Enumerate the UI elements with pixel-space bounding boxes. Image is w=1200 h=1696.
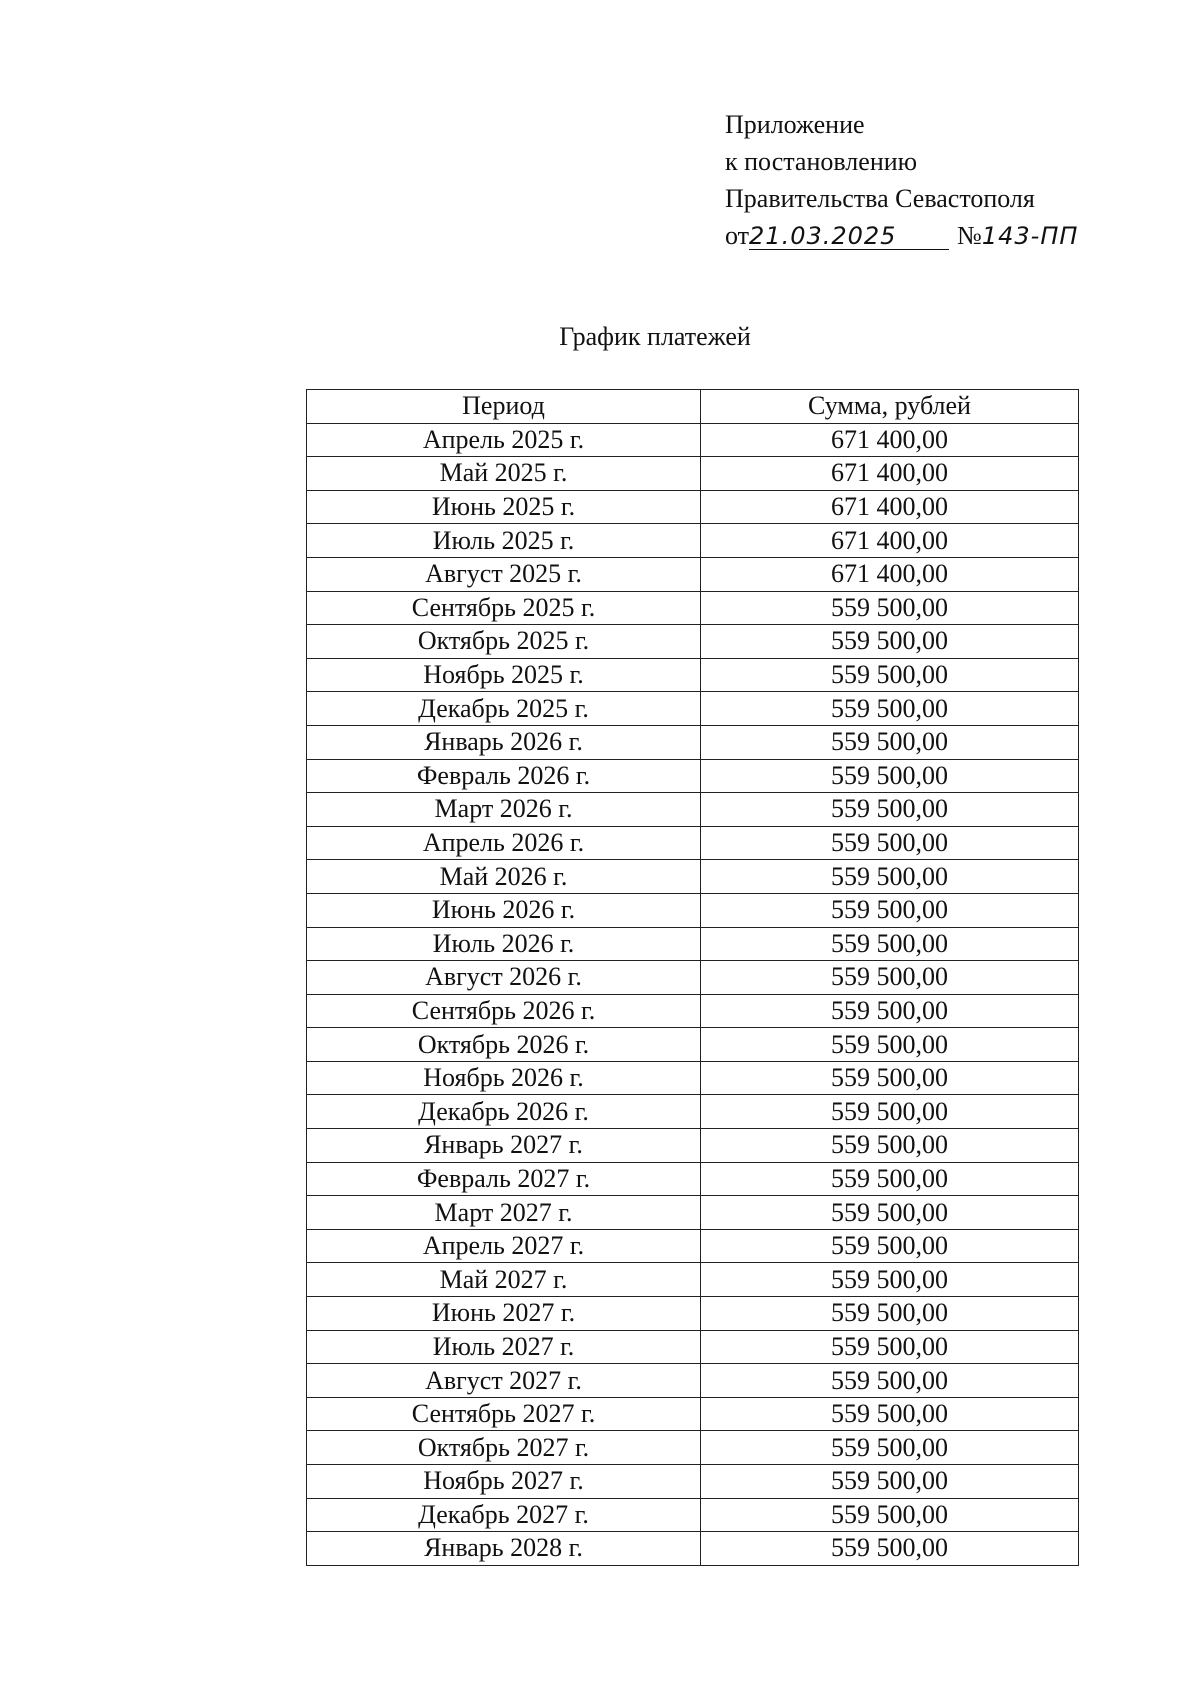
amount-cell: 559 500,00 <box>701 591 1079 625</box>
table-row <box>307 1028 1079 1062</box>
table-row <box>307 927 1079 961</box>
amount-cell: 559 500,00 <box>701 1431 1079 1465</box>
table-row <box>307 1465 1079 1499</box>
amount-cell: 559 500,00 <box>701 1061 1079 1095</box>
table-row <box>307 1162 1079 1196</box>
amount-cell: 559 500,00 <box>701 893 1079 927</box>
period-cell: Апрель 2026 г. <box>307 826 701 860</box>
period-cell: Ноябрь 2027 г. <box>307 1465 701 1499</box>
period-cell: Июнь 2027 г. <box>307 1297 701 1331</box>
table-row <box>307 457 1079 491</box>
handwritten-number: 143-ПП <box>981 222 1079 250</box>
header-period: Период <box>307 390 701 424</box>
document-title: График платежей <box>559 322 751 351</box>
period-cell: Апрель 2025 г. <box>307 423 701 457</box>
period-cell: Октябрь 2027 г. <box>307 1431 701 1465</box>
handwritten-date: 21.03.2025 <box>749 222 897 250</box>
amount-cell: 559 500,00 <box>701 1263 1079 1297</box>
period-cell: Сентябрь 2025 г. <box>307 591 701 625</box>
appendix-authority: Правительства Севастополя <box>725 184 1035 213</box>
period-cell: Декабрь 2026 г. <box>307 1095 701 1129</box>
amount-cell: 559 500,00 <box>701 1095 1079 1129</box>
amount-cell: 559 500,00 <box>701 1330 1079 1364</box>
period-cell: Январь 2028 г. <box>307 1532 701 1566</box>
period-cell: Август 2025 г. <box>307 557 701 591</box>
appendix-date-number-line <box>725 217 1078 255</box>
table-row <box>307 1129 1079 1163</box>
amount-cell: 559 500,00 <box>701 1162 1079 1196</box>
amount-cell: 559 500,00 <box>701 1129 1079 1163</box>
amount-cell: 559 500,00 <box>701 1465 1079 1499</box>
table-row <box>307 826 1079 860</box>
period-cell: Ноябрь 2025 г. <box>307 658 701 692</box>
amount-cell: 559 500,00 <box>701 793 1079 827</box>
amount-cell: 671 400,00 <box>701 423 1079 457</box>
payment-schedule-table <box>306 389 1079 1566</box>
amount-cell: 559 500,00 <box>701 1229 1079 1263</box>
table-row <box>307 1330 1079 1364</box>
table-row <box>307 591 1079 625</box>
amount-cell: 671 400,00 <box>701 524 1079 558</box>
table-row <box>307 1364 1079 1398</box>
period-cell: Ноябрь 2026 г. <box>307 1061 701 1095</box>
document-title-wrap <box>0 322 1200 352</box>
table-row <box>307 961 1079 995</box>
appendix-label: Приложение <box>725 110 865 139</box>
amount-cell: 559 500,00 <box>701 961 1079 995</box>
period-cell: Август 2026 г. <box>307 961 701 995</box>
table-row <box>307 1297 1079 1331</box>
period-cell: Октябрь 2025 г. <box>307 625 701 659</box>
appendix-header <box>725 106 1078 255</box>
period-cell: Март 2026 г. <box>307 793 701 827</box>
table-row <box>307 1498 1079 1532</box>
number-prefix: № <box>957 221 982 250</box>
amount-cell: 559 500,00 <box>701 994 1079 1028</box>
period-cell: Декабрь 2025 г. <box>307 692 701 726</box>
amount-cell: 559 500,00 <box>701 1028 1079 1062</box>
amount-cell: 559 500,00 <box>701 1196 1079 1230</box>
header-amount: Сумма, рублей <box>701 390 1079 424</box>
amount-cell: 671 400,00 <box>701 557 1079 591</box>
period-cell: Июль 2026 г. <box>307 927 701 961</box>
table-row <box>307 658 1079 692</box>
period-cell: Октябрь 2026 г. <box>307 1028 701 1062</box>
table-row <box>307 725 1079 759</box>
table-row <box>307 994 1079 1028</box>
table-row <box>307 625 1079 659</box>
amount-cell: 559 500,00 <box>701 658 1079 692</box>
table-row <box>307 1532 1079 1566</box>
period-cell: Апрель 2027 г. <box>307 1229 701 1263</box>
period-cell: Январь 2026 г. <box>307 725 701 759</box>
amount-cell: 559 500,00 <box>701 1532 1079 1566</box>
table-row <box>307 692 1079 726</box>
amount-cell: 559 500,00 <box>701 692 1079 726</box>
amount-cell: 559 500,00 <box>701 826 1079 860</box>
amount-cell: 559 500,00 <box>701 1397 1079 1431</box>
period-cell: Июнь 2025 г. <box>307 490 701 524</box>
amount-cell: 559 500,00 <box>701 625 1079 659</box>
appendix-decree-ref: к постановлению <box>725 147 918 176</box>
table-row <box>307 1431 1079 1465</box>
date-prefix: от <box>725 221 750 250</box>
period-cell: Сентябрь 2027 г. <box>307 1397 701 1431</box>
table-row <box>307 1397 1079 1431</box>
period-cell: Июль 2027 г. <box>307 1330 701 1364</box>
table-row <box>307 893 1079 927</box>
table-row <box>307 1196 1079 1230</box>
amount-cell: 559 500,00 <box>701 1297 1079 1331</box>
table-row <box>307 759 1079 793</box>
amount-cell: 671 400,00 <box>701 490 1079 524</box>
period-cell: Май 2026 г. <box>307 860 701 894</box>
table-body <box>307 423 1079 1565</box>
period-cell: Декабрь 2027 г. <box>307 1498 701 1532</box>
table-row <box>307 423 1079 457</box>
amount-cell: 559 500,00 <box>701 1364 1079 1398</box>
period-cell: Август 2027 г. <box>307 1364 701 1398</box>
date-field <box>749 223 949 250</box>
table-row <box>307 557 1079 591</box>
period-cell: Сентябрь 2026 г. <box>307 994 701 1028</box>
table-row <box>307 490 1079 524</box>
table-row <box>307 793 1079 827</box>
table-row <box>307 1229 1079 1263</box>
period-cell: Январь 2027 г. <box>307 1129 701 1163</box>
period-cell: Март 2027 г. <box>307 1196 701 1230</box>
amount-cell: 559 500,00 <box>701 725 1079 759</box>
period-cell: Май 2025 г. <box>307 457 701 491</box>
period-cell: Февраль 2026 г. <box>307 759 701 793</box>
table-row <box>307 1061 1079 1095</box>
table-row <box>307 524 1079 558</box>
table-header-row <box>307 390 1079 424</box>
amount-cell: 559 500,00 <box>701 759 1079 793</box>
period-cell: Февраль 2027 г. <box>307 1162 701 1196</box>
period-cell: Май 2027 г. <box>307 1263 701 1297</box>
amount-cell: 559 500,00 <box>701 860 1079 894</box>
amount-cell: 559 500,00 <box>701 927 1079 961</box>
period-cell: Июль 2025 г. <box>307 524 701 558</box>
table-row <box>307 860 1079 894</box>
period-cell: Июнь 2026 г. <box>307 893 701 927</box>
table-row <box>307 1095 1079 1129</box>
table-row <box>307 1263 1079 1297</box>
amount-cell: 671 400,00 <box>701 457 1079 491</box>
amount-cell: 559 500,00 <box>701 1498 1079 1532</box>
